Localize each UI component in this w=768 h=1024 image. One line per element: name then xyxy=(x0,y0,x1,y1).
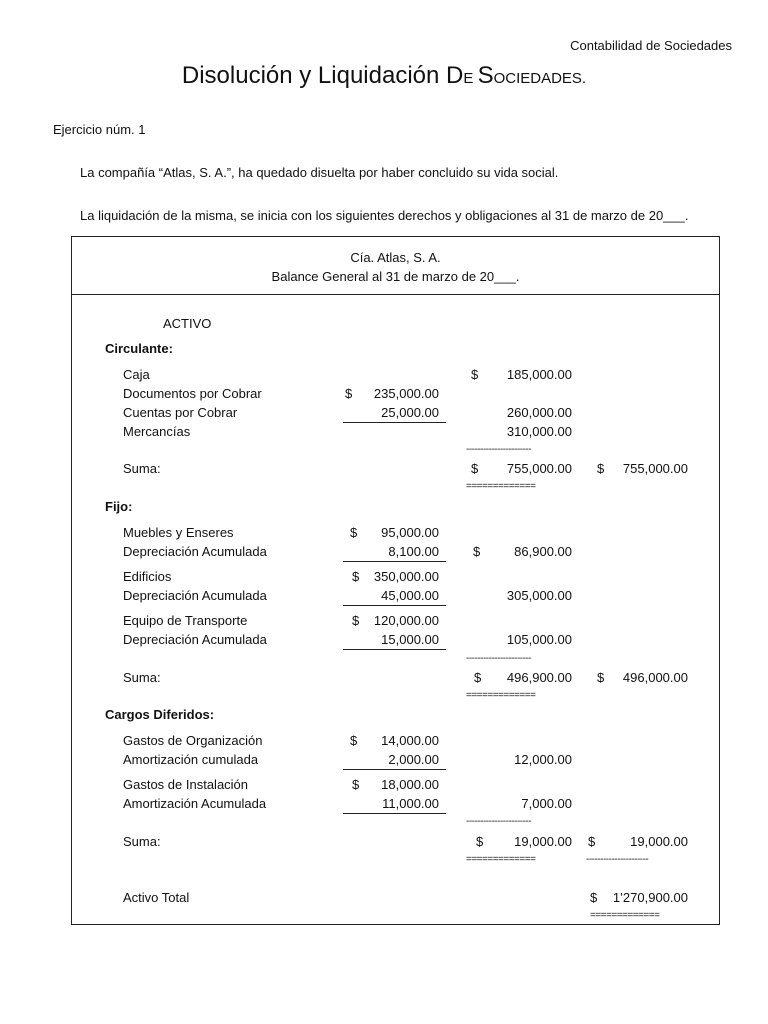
row-suma-diferidos xyxy=(72,833,719,851)
row-depreciacion-edificios xyxy=(72,587,719,605)
subject-header: Contabilidad de Sociedades xyxy=(570,38,732,53)
currency-symbol: $ xyxy=(473,544,481,559)
row-activo-total xyxy=(72,889,719,907)
circulante-heading: Circulante: xyxy=(105,341,173,356)
dashed-rule: ---------------------- xyxy=(586,855,649,865)
underline xyxy=(343,649,446,650)
row-label: Depreciación Acumulada xyxy=(123,588,267,603)
amount-col1: 15,000.00 xyxy=(381,632,439,647)
amount-col2: 7,000.00 xyxy=(521,796,572,811)
currency-symbol: $ xyxy=(588,834,596,849)
balance-sheet-header xyxy=(72,237,719,295)
intro-paragraph: La compañía “Atlas, S. A.”, ha quedado disuelta por haber concluido su vida social. xyxy=(80,165,559,180)
row-label: Activo Total xyxy=(123,890,190,905)
amount-col1: 25,000.00 xyxy=(381,405,439,420)
currency-symbol: $ xyxy=(350,733,358,748)
currency-symbol: $ xyxy=(597,461,605,476)
row-label: Suma: xyxy=(123,834,161,849)
row-label: Cuentas por Cobrar xyxy=(123,405,238,420)
row-label: Amortización Acumulada xyxy=(123,796,267,811)
underline xyxy=(343,561,446,562)
amount-col1: 120,000.00 xyxy=(373,613,439,628)
amount-col1: 45,000.00 xyxy=(381,588,439,603)
row-label: Edificios xyxy=(123,569,172,584)
balance-sheet-box xyxy=(71,236,720,925)
row-gastos-organizacion xyxy=(72,732,719,750)
row-label: Amortización cumulada xyxy=(123,752,259,767)
row-edificios xyxy=(72,568,719,586)
statement-title: Balance General al 31 de marzo de 20___. xyxy=(271,269,520,284)
row-label: Suma: xyxy=(123,461,161,476)
equals-rule: ============= xyxy=(466,691,536,701)
dashed-rule: ----------------------- xyxy=(466,654,532,664)
row-depreciacion-muebles xyxy=(72,543,719,561)
fijo-heading: Fijo: xyxy=(105,499,133,514)
amount-col2: 305,000.00 xyxy=(506,588,572,603)
currency-symbol: $ xyxy=(345,386,353,401)
activo-heading: ACTIVO xyxy=(163,316,212,331)
amount-col1: 14,000.00 xyxy=(381,733,439,748)
amount-col3: 755,000.00 xyxy=(622,461,688,476)
underline xyxy=(343,769,446,770)
row-caja xyxy=(72,366,719,384)
amount-col3: 19,000.00 xyxy=(630,834,688,849)
row-amortizacion-organizacion xyxy=(72,751,719,769)
row-mercancias xyxy=(72,423,719,441)
currency-symbol: $ xyxy=(476,834,484,849)
amount-col2: 86,900.00 xyxy=(514,544,572,559)
currency-symbol: $ xyxy=(597,670,605,685)
amount-col2: 185,000.00 xyxy=(506,367,572,382)
amount-col3: 1’270,900.00 xyxy=(612,890,688,905)
company-name: Cía. Atlas, S. A. xyxy=(350,250,441,265)
amount-col2: 105,000.00 xyxy=(506,632,572,647)
amount-col1: 350,000.00 xyxy=(373,569,439,584)
row-label: Depreciación Acumulada xyxy=(123,632,267,647)
amount-col1: 8,100.00 xyxy=(388,544,439,559)
row-cuentas xyxy=(72,404,719,422)
equals-rule: ============= xyxy=(466,855,536,865)
liquidation-paragraph: La liquidación de la misma, se inicia con los siguientes derechos y obligaciones al 31 de marzo de 20___. xyxy=(80,208,689,223)
amount-col1: 11,000.00 xyxy=(382,796,439,811)
currency-symbol: $ xyxy=(471,461,479,476)
amount-col1: 95,000.00 xyxy=(381,525,439,540)
equals-rule: ============= xyxy=(466,482,536,492)
row-amortizacion-instalacion xyxy=(72,795,719,813)
row-label: Documentos por Cobrar xyxy=(123,386,262,401)
amount-col1: 18,000.00 xyxy=(381,777,439,792)
dashed-rule: ----------------------- xyxy=(466,445,532,455)
row-label: Muebles y Enseres xyxy=(123,525,234,540)
currency-symbol: $ xyxy=(471,367,479,382)
currency-symbol: $ xyxy=(352,569,360,584)
exercise-number: Ejercicio núm. 1 xyxy=(53,122,146,137)
amount-col2: 310,000.00 xyxy=(506,424,572,439)
row-label: Gastos de Instalación xyxy=(123,777,249,792)
row-documentos xyxy=(72,385,719,403)
amount-col2: 496,900.00 xyxy=(506,670,572,685)
currency-symbol: $ xyxy=(352,777,360,792)
dashed-rule: ----------------------- xyxy=(466,817,532,827)
underline xyxy=(343,813,446,814)
currency-symbol: $ xyxy=(474,670,482,685)
amount-col2: 260,000.00 xyxy=(506,405,572,420)
currency-symbol: $ xyxy=(350,525,358,540)
row-depreciacion-equipo xyxy=(72,631,719,649)
row-suma-circulante xyxy=(72,460,719,478)
row-gastos-instalacion xyxy=(72,776,719,794)
underline xyxy=(343,605,446,606)
amount-col2: 755,000.00 xyxy=(506,461,572,476)
row-label: Caja xyxy=(123,367,150,382)
currency-symbol: $ xyxy=(590,890,598,905)
row-label: Depreciación Acumulada xyxy=(123,544,267,559)
currency-symbol: $ xyxy=(352,613,360,628)
row-label: Suma: xyxy=(123,670,161,685)
amount-col2: 12,000.00 xyxy=(514,752,572,767)
amount-col2: 19,000.00 xyxy=(514,834,572,849)
amount-col1: 2,000.00 xyxy=(388,752,439,767)
row-suma-fijo xyxy=(72,669,719,687)
row-equipo xyxy=(72,612,719,630)
equals-rule: ============= xyxy=(590,911,660,921)
row-label: Mercancías xyxy=(123,424,191,439)
amount-col1: 235,000.00 xyxy=(373,386,439,401)
diferidos-heading: Cargos Diferidos: xyxy=(105,707,215,722)
row-muebles xyxy=(72,524,719,542)
amount-col3: 496,000.00 xyxy=(622,670,688,685)
row-label: Equipo de Transporte xyxy=(123,613,248,628)
page-title: Disolución y Liquidación DE SOCIEDADES. xyxy=(181,62,587,89)
row-label: Gastos de Organización xyxy=(123,733,263,748)
